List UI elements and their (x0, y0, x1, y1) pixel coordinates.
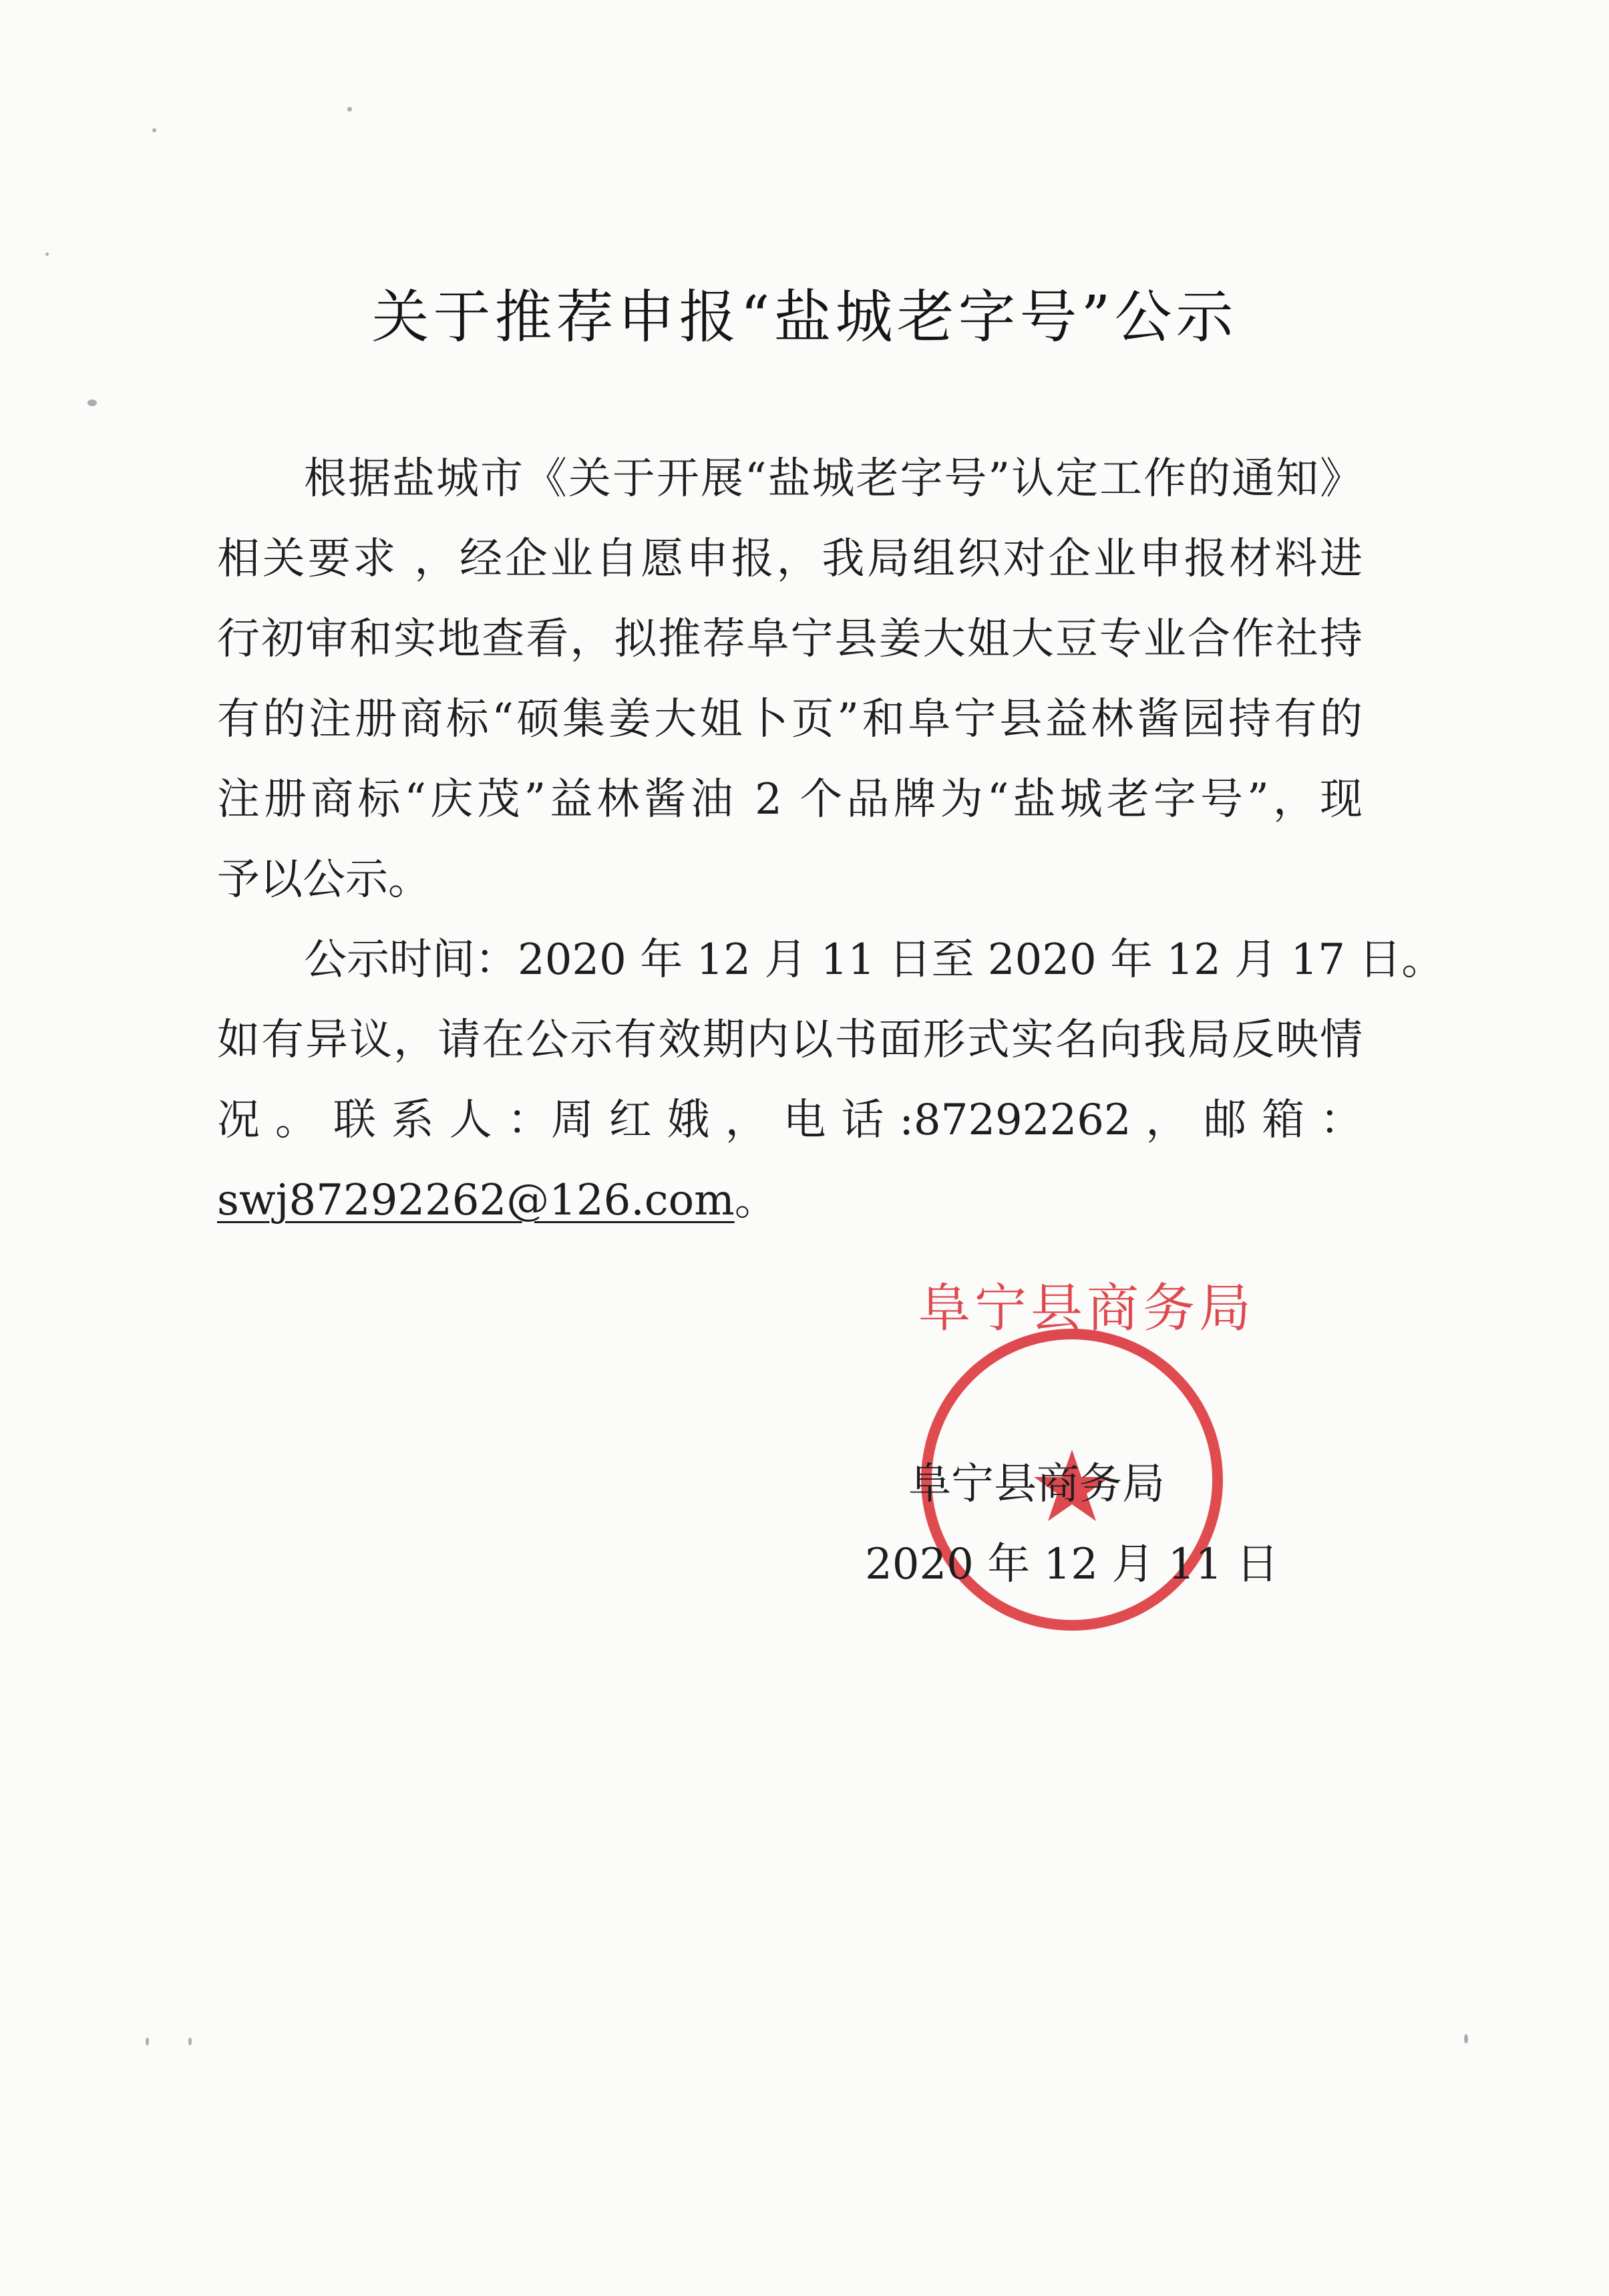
scan-speck (152, 128, 156, 132)
scan-speck (1464, 2034, 1468, 2043)
body-line: 如有异议，请在公示有效期内以书面形式实名向我局反映情 (217, 1015, 1363, 1065)
body-line: 公示时间：2020 年 12 月 11 日至 2020 年 12 月 17 日。 (304, 935, 1445, 985)
body-line: 况 。 联 系 人 ：周 红 娥 ， 电 话 :87292262 ， 邮 箱 ： (217, 1096, 1363, 1145)
body-line: 行初审和实地查看，拟推荐阜宁县姜大姐大豆专业合作社持 (217, 615, 1363, 664)
body-line: 予以公示。 (217, 855, 431, 905)
email-suffix: 。 (734, 1176, 777, 1225)
body-line: 注册商标“庆茂”益林酱油 2 个品牌为“盐城老字号”，现 (217, 775, 1363, 824)
document-title: 关于推荐申报“盐城老字号”公示 (371, 284, 1238, 351)
scan-speck (45, 253, 49, 256)
scan-speck (188, 2037, 192, 2045)
seal-text: 阜宁县商务局 (918, 1279, 1256, 1339)
scan-speck (347, 107, 352, 112)
issuer-name: 阜宁县商务局 (908, 1460, 1165, 1509)
email-line (217, 1176, 777, 1225)
body-line: 根据盐城市《关于开展“盐城老字号”认定工作的通知》 (304, 454, 1363, 504)
issue-date: 2020 年 12 月 11 日 (865, 1540, 1279, 1589)
body-line: 有的注册商标“硕集姜大姐卜页”和阜宁县益林酱园持有的 (217, 695, 1363, 744)
scan-speck (146, 2037, 149, 2045)
scan-speck (87, 399, 97, 406)
body-line: 相关要求 ，经企业自愿申报，我局组织对企业申报材料进 (217, 534, 1363, 584)
email-link[interactable]: swj87292262@126.com (217, 1176, 735, 1225)
